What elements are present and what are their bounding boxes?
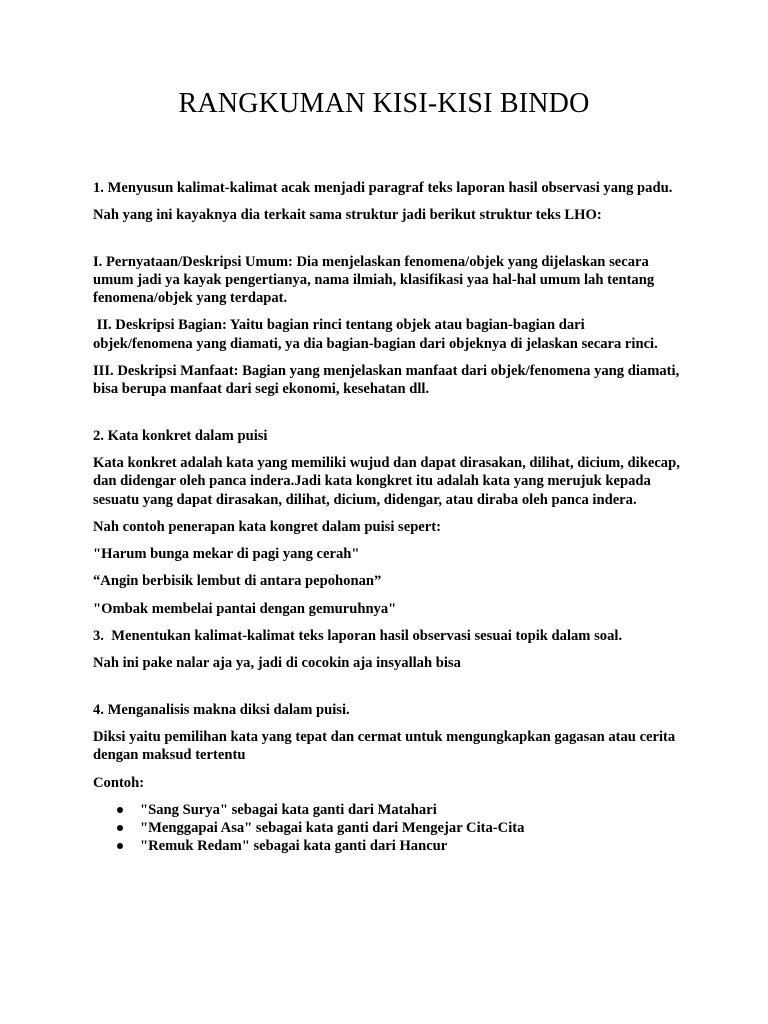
spacer: [93, 682, 683, 701]
section3-note: Nah ini pake nalar aja ya, jadi di cocokin aja insyallah bisa: [93, 655, 461, 672]
section2-example-1: "Harum bunga mekar di pagi yang cerah": [93, 546, 360, 563]
section1-point-1: I. Pernyataan/Deskripsi Umum: Dia menjelaskan fenomena/objek yang dijelaskan secara umum jadi ya kayak pengertianya, nama ilmiah, klasifikasi yaa hal-hal umum lah tentang fenomena/objek yang terdapat.: [93, 253, 655, 307]
section4-definition: Diksi yaitu pemilihan kata yang tepat dan cermat untuk mengungkapkan gagasan atau cerita dengan maksud tertentu: [93, 728, 676, 764]
section1-intro: Nah yang ini kayaknya dia terkait sama struktur jadi berikut struktur teks LHO:: [93, 207, 602, 224]
section2-example-3: "Ombak membelai pantai dengan gemuruhnya": [93, 600, 397, 617]
bullet-icon: [117, 825, 123, 831]
bullet-icon: [117, 843, 123, 849]
section1-point-2: II. Deskripsi Bagian: Yaitu bagian rinci tentang objek atau bagian-bagian dari objek/fenomena yang diamati, ya dia bagian-bagian dari objeknya di jelaskan secara rinci.: [93, 317, 658, 352]
section1-point-3: III. Deskripsi Manfaat: Bagian yang menjelaskan manfaat dari objek/fenomena yang diamati, bisa berupa manfaat dari segi ekonomi, kesehatan dll.: [93, 363, 680, 398]
section4-bullet-list: [93, 801, 683, 856]
section2-heading: 2. Kata konkret dalam puisi: [93, 427, 268, 444]
spacer: [93, 234, 683, 253]
spacer: [93, 408, 683, 427]
list-item-text: "Menggapai Asa" sebagai kata ganti dari Mengejar Cita-Cita: [140, 820, 525, 837]
list-item: [93, 801, 683, 819]
document-title: RANGKUMAN KISI-KISI BINDO: [178, 88, 590, 119]
list-item-text: "Sang Surya" sebagai kata ganti dari Matahari: [140, 801, 437, 818]
document-body: [93, 179, 683, 856]
bullet-icon: [117, 807, 123, 813]
section2-example-2: “Angin berbisik lembut di antara pepohonan”: [93, 573, 382, 590]
list-item: [93, 819, 683, 837]
list-item: [93, 837, 683, 855]
section4-example-label: Contoh:: [93, 774, 145, 791]
section2-definition: Kata konkret adalah kata yang memiliki wujud dan dapat dirasakan, dilihat, dicium, dikecap, dan didengar oleh panca indera.Jadi kata kongkret itu adalah kata yang merujuk kepada sesuatu yang dapat dirasakan, dilihat, dicium, didengar, atau diraba oleh panca indera.: [93, 454, 680, 508]
section2-example-intro: Nah contoh penerapan kata kongret dalam puisi sepert:: [93, 518, 441, 535]
list-item-text: "Remuk Redam" sebagai kata ganti dari Hancur: [140, 838, 448, 855]
section4-heading: 4. Menganalisis makna diksi dalam puisi.: [93, 701, 350, 718]
section1-heading: 1. Menyusun kalimat-kalimat acak menjadi paragraf teks laporan hasil observasi yang padu.: [93, 180, 673, 196]
section3-heading: 3. Menentukan kalimat-kalimat teks laporan hasil observasi sesuai topik dalam soal.: [93, 628, 623, 645]
